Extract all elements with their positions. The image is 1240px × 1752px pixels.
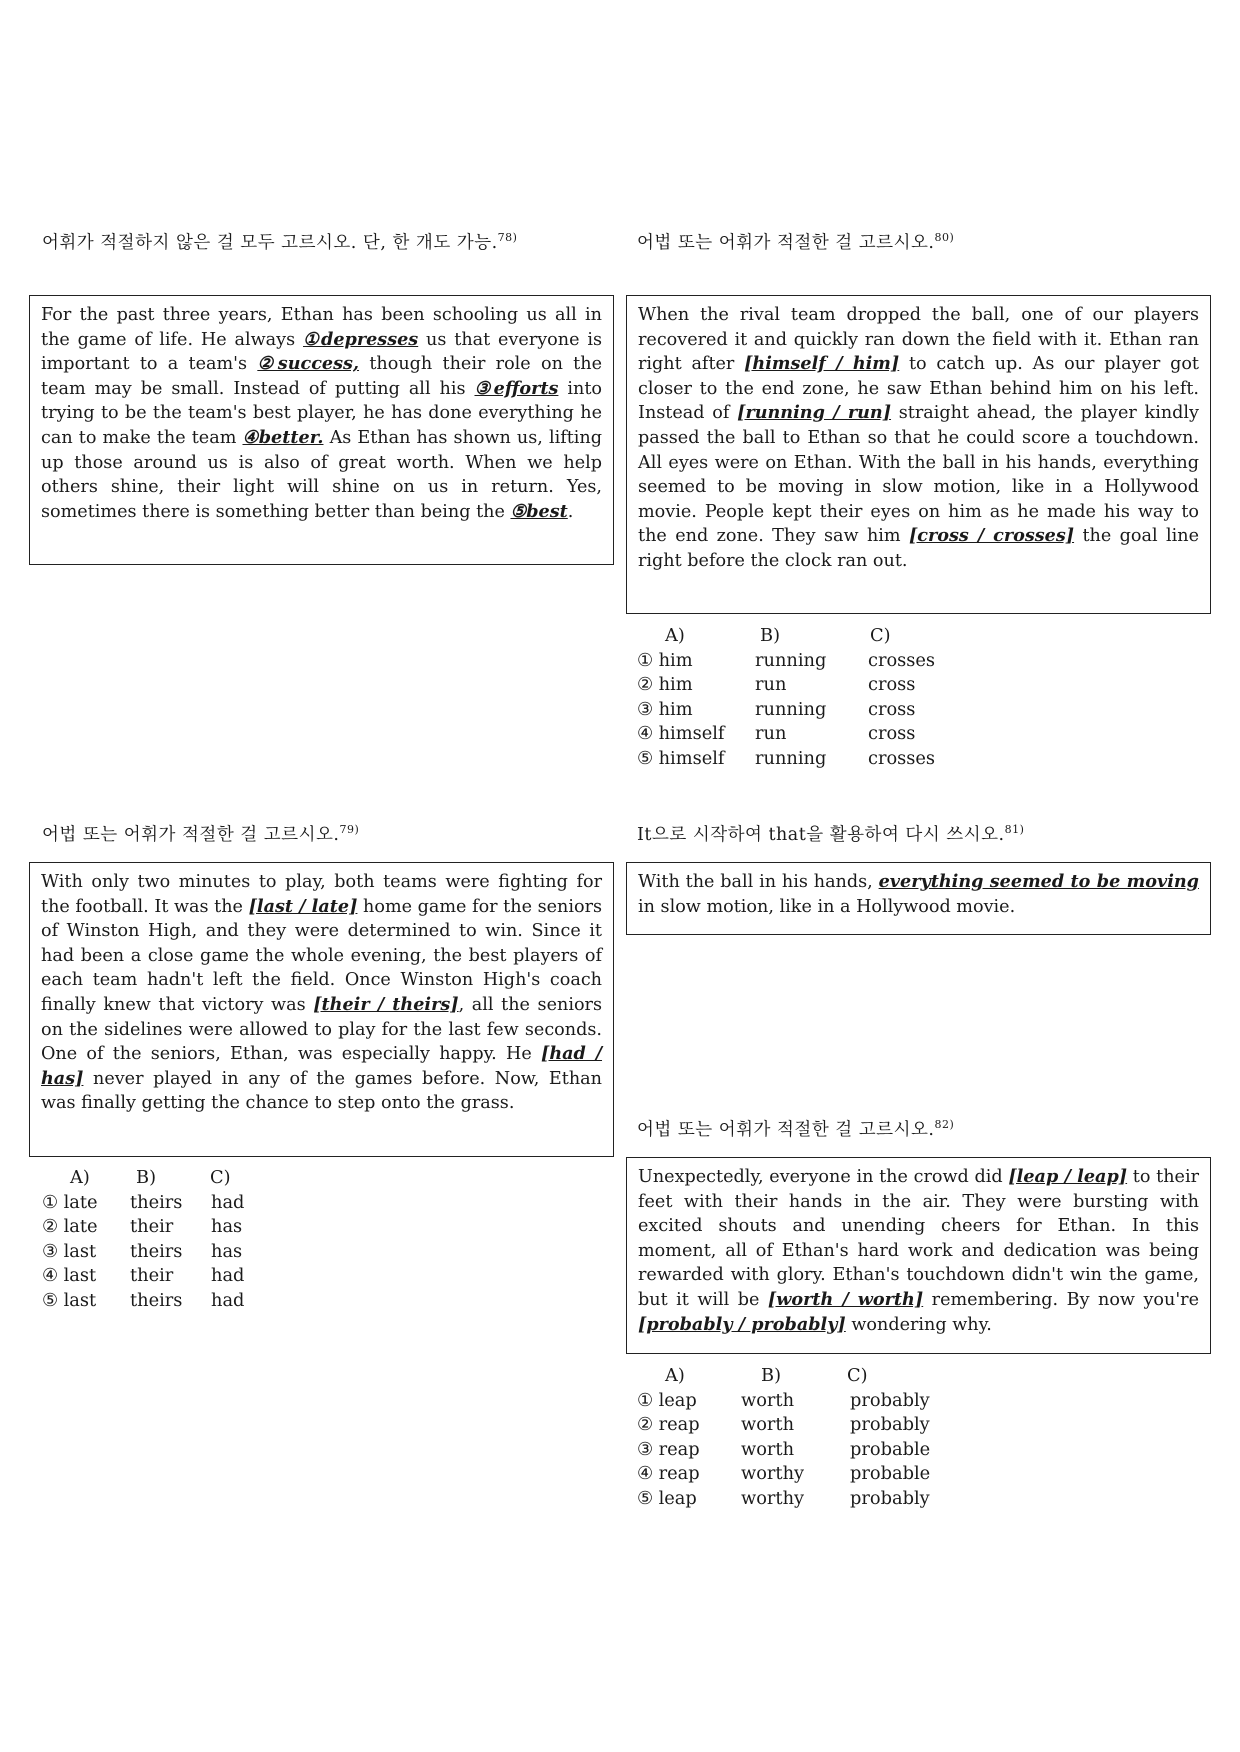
q79-option-1[interactable] (42, 1191, 244, 1216)
q78-underline-4[interactable]: ④better. (242, 426, 324, 448)
q80-option-5-b: running (755, 747, 827, 769)
q79-option-2-b: their (130, 1216, 174, 1237)
q82-passage-box (626, 1157, 1211, 1354)
q78-prompt (42, 229, 517, 254)
q82-blank-a[interactable]: [leap / leap] (1008, 1166, 1128, 1187)
q79-blank-c[interactable]: [had / has] (41, 1043, 603, 1089)
q80-option-1-c: crosses (868, 649, 936, 671)
q80-option-4-a: ④ himself (637, 723, 725, 744)
q82-text-4: wondering why. (845, 1314, 992, 1335)
q80-blank-c[interactable]: [cross / crosses] (908, 525, 1075, 547)
q82-option-5-b: worthy (741, 1487, 805, 1509)
q80-option-5[interactable] (637, 747, 935, 772)
q81-prompt (637, 821, 1024, 846)
q80-option-4-c: cross (868, 723, 916, 744)
q81-text-2: in slow motion, like in a Hollywood movie. (638, 896, 1016, 917)
q80-option-2-b: run (755, 674, 787, 695)
q79-text-4: never played in any of the games before. Now, Ethan was finally getting the chance to step onto the grass. (41, 1068, 602, 1114)
q79-option-2-c: has (211, 1216, 243, 1237)
q78-underline-3[interactable]: ③efforts (474, 377, 559, 399)
q79-text-2: home game for the seniors of Winston High, and they were determined to win. Since it had been a close game the whole evening, the best players of each team hadn't left the field. Once Winston High's coach finally knew that victory was (41, 896, 603, 1015)
q82-header-c: C) (847, 1365, 868, 1386)
q79-header-a: A) (70, 1167, 90, 1188)
q80-option-5-a: ⑤ himself (637, 747, 725, 769)
q82-number: 82) (934, 1118, 955, 1132)
q78-text-1: For the past three years, Ethan has been schooling us all in the game of life. He always (41, 305, 602, 350)
q79-option-3-c: has (211, 1240, 243, 1262)
q82-option-3-c: probable (850, 1438, 931, 1460)
q82-blank-c[interactable]: [probably / probably] (638, 1313, 846, 1335)
q78-text-3: though their role on the team may be small. Instead of putting all his (41, 354, 602, 399)
q82-blank-b[interactable]: [worth / worth] (767, 1288, 924, 1310)
q82-option-4-c: probable (850, 1463, 931, 1484)
q82-prompt-text: 어법 또는 어휘가 적절한 걸 고르시오. (637, 1120, 935, 1140)
q82-option-1-c: probably (850, 1389, 930, 1411)
q79-option-4-b: their (130, 1265, 174, 1286)
q82-option-4[interactable] (637, 1462, 930, 1487)
q82-option-3[interactable] (637, 1438, 930, 1463)
q80-option-2-a: ② him (637, 674, 693, 695)
q80-blank-b[interactable]: [running / run] (737, 402, 892, 424)
q80-prompt-text: 어법 또는 어휘가 적절한 걸 고르시오. (637, 233, 935, 253)
q79-choice-header (42, 1166, 244, 1191)
q80-header-a: A) (665, 625, 685, 646)
q79-option-4-c: had (211, 1265, 245, 1286)
q80-option-3-b: running (755, 698, 827, 720)
q82-choices (637, 1364, 930, 1511)
q82-option-2-c: probably (850, 1414, 930, 1435)
q79-prompt (42, 821, 359, 846)
q78-text-6: . (567, 501, 574, 522)
q82-option-2-b: worth (741, 1414, 795, 1435)
q81-number: 81) (1004, 823, 1025, 837)
q80-header-b: B) (760, 625, 781, 646)
q80-text-1: When the rival team dropped the ball, one of our players recovered it and quickly ran down the field with it. Ethan ran right after (638, 305, 1199, 375)
q79-option-3[interactable] (42, 1240, 244, 1265)
q82-option-5-c: probably (850, 1487, 930, 1509)
q80-option-4[interactable] (637, 722, 935, 747)
q78-prompt-text: 어휘가 적절하지 않은 걸 모두 고르시오. 단, 한 개도 가능. (42, 233, 498, 253)
q79-option-4[interactable] (42, 1264, 244, 1289)
q80-text-3: straight ahead, the player kindly passed the ball to Ethan so that he could score a touchdown. All eyes were on Ethan. With the ball in his hands, everything seemed to be moving in slow motion, like in a Hollywood movie. People kept their eyes on him as he made his way to the end zone. They saw him (638, 403, 1199, 547)
q80-option-1[interactable] (637, 649, 935, 674)
q79-number: 79) (339, 823, 360, 837)
q79-header-b: B) (136, 1167, 157, 1188)
q82-option-2-a: ② reap (637, 1414, 700, 1435)
q78-underline-1[interactable]: ①depresses (303, 328, 419, 350)
q79-choices (42, 1166, 244, 1313)
q82-header-a: A) (665, 1365, 685, 1386)
q82-header-b: B) (761, 1365, 782, 1386)
q79-option-5-c: had (211, 1289, 245, 1311)
q82-option-4-b: worthy (741, 1463, 805, 1484)
q82-option-3-a: ③ reap (637, 1438, 700, 1460)
q79-header-c: C) (210, 1167, 231, 1188)
q82-option-5[interactable] (637, 1487, 930, 1512)
q82-prompt (637, 1116, 954, 1141)
q82-option-4-a: ④ reap (637, 1463, 700, 1484)
q82-text-1: Unexpectedly, everyone in the crowd did (638, 1167, 1009, 1187)
q80-option-4-b: run (755, 723, 787, 744)
q78-text-2: us that everyone is important to a team's (41, 329, 603, 375)
q79-option-1-c: had (211, 1191, 245, 1213)
q80-text-4: the goal line right before the clock ran out. (638, 526, 1200, 571)
q79-text-1: With only two minutes to play, both teams were fighting for the football. It was the (41, 872, 602, 917)
q80-option-2-c: cross (868, 674, 916, 695)
q82-option-5-a: ⑤ leap (637, 1487, 697, 1509)
q82-option-1[interactable] (637, 1389, 930, 1414)
q80-choice-header (637, 624, 935, 649)
q79-option-4-a: ④ last (42, 1265, 97, 1286)
q80-number: 80) (934, 231, 955, 245)
q80-passage-box (626, 295, 1211, 614)
q80-header-c: C) (870, 625, 891, 646)
q80-prompt (637, 229, 954, 254)
q82-text-2: to their feet with their hands in the air. They were bursting with excited shouts and unending cheers for Ethan. In this moment, all of Ethan's hard work and dedication was being rewarded with glory. Ethan's touchdown didn't win the game, but it will be (638, 1167, 1199, 1310)
q79-option-2-a: ② late (42, 1216, 98, 1237)
q82-text-3: remembering. By now you're (923, 1289, 1199, 1310)
q80-option-5-c: crosses (868, 747, 936, 769)
q79-option-2[interactable] (42, 1215, 244, 1240)
q79-option-1-a: ① late (42, 1191, 98, 1213)
q80-option-1-a: ① him (637, 649, 693, 671)
q79-text-3: , all the seniors on the sidelines were allowed to play for the last few seconds. One of the seniors, Ethan, was especially happy. He (41, 994, 602, 1065)
q80-option-3-a: ③ him (637, 698, 693, 720)
q80-option-1-b: running (755, 649, 827, 671)
q78-text-4: into trying to be the team's best player, he has done everything he can to make the team (41, 378, 603, 448)
q79-option-5[interactable] (42, 1289, 244, 1314)
q79-blank-b[interactable]: [their / theirs] (313, 993, 459, 1015)
q79-prompt-text: 어법 또는 어휘가 적절한 걸 고르시오. (42, 825, 340, 845)
q81-prompt-text: It으로 시작하여 that을 활용하여 다시 쓰시오. (637, 825, 1005, 845)
q80-option-3[interactable] (637, 698, 935, 723)
q82-option-2[interactable] (637, 1413, 930, 1438)
q82-option-1-b: worth (741, 1389, 795, 1411)
q79-passage-box (29, 862, 614, 1157)
q81-text-1: With the ball in his hands, (638, 872, 879, 892)
q82-option-3-b: worth (741, 1438, 795, 1460)
q78-underline-5[interactable]: ⑤best (510, 500, 568, 522)
q81-passage-box (626, 862, 1211, 935)
q82-choice-header (637, 1364, 930, 1389)
q78-number: 78) (497, 231, 518, 245)
q80-blank-a[interactable]: [himself / him] (744, 353, 900, 375)
q79-option-5-a: ⑤ last (42, 1289, 97, 1311)
q79-option-5-b: theirs (130, 1289, 183, 1311)
q82-option-1-a: ① leap (637, 1389, 697, 1411)
q80-option-2[interactable] (637, 673, 935, 698)
q80-text-2: to catch up. As our player got closer to the end zone, he saw Ethan behind him on his left. Instead of (638, 354, 1199, 424)
q78-text-5: As Ethan has shown us, lifting up those around us is also of great worth. When we help others shine, their light will shine on us in return. Yes, sometimes there is something better than being the (41, 427, 603, 522)
q79-blank-a[interactable]: [last / late] (248, 895, 358, 917)
q78-passage-box (29, 295, 614, 565)
q79-option-3-b: theirs (130, 1240, 183, 1262)
q79-option-1-b: theirs (130, 1191, 183, 1213)
q78-underline-2[interactable]: ②success, (257, 353, 360, 375)
q81-target-phrase[interactable]: everything seemed to be moving (878, 871, 1199, 892)
q80-option-3-c: cross (868, 698, 916, 720)
q80-choices (637, 624, 935, 771)
q79-option-3-a: ③ last (42, 1240, 97, 1262)
